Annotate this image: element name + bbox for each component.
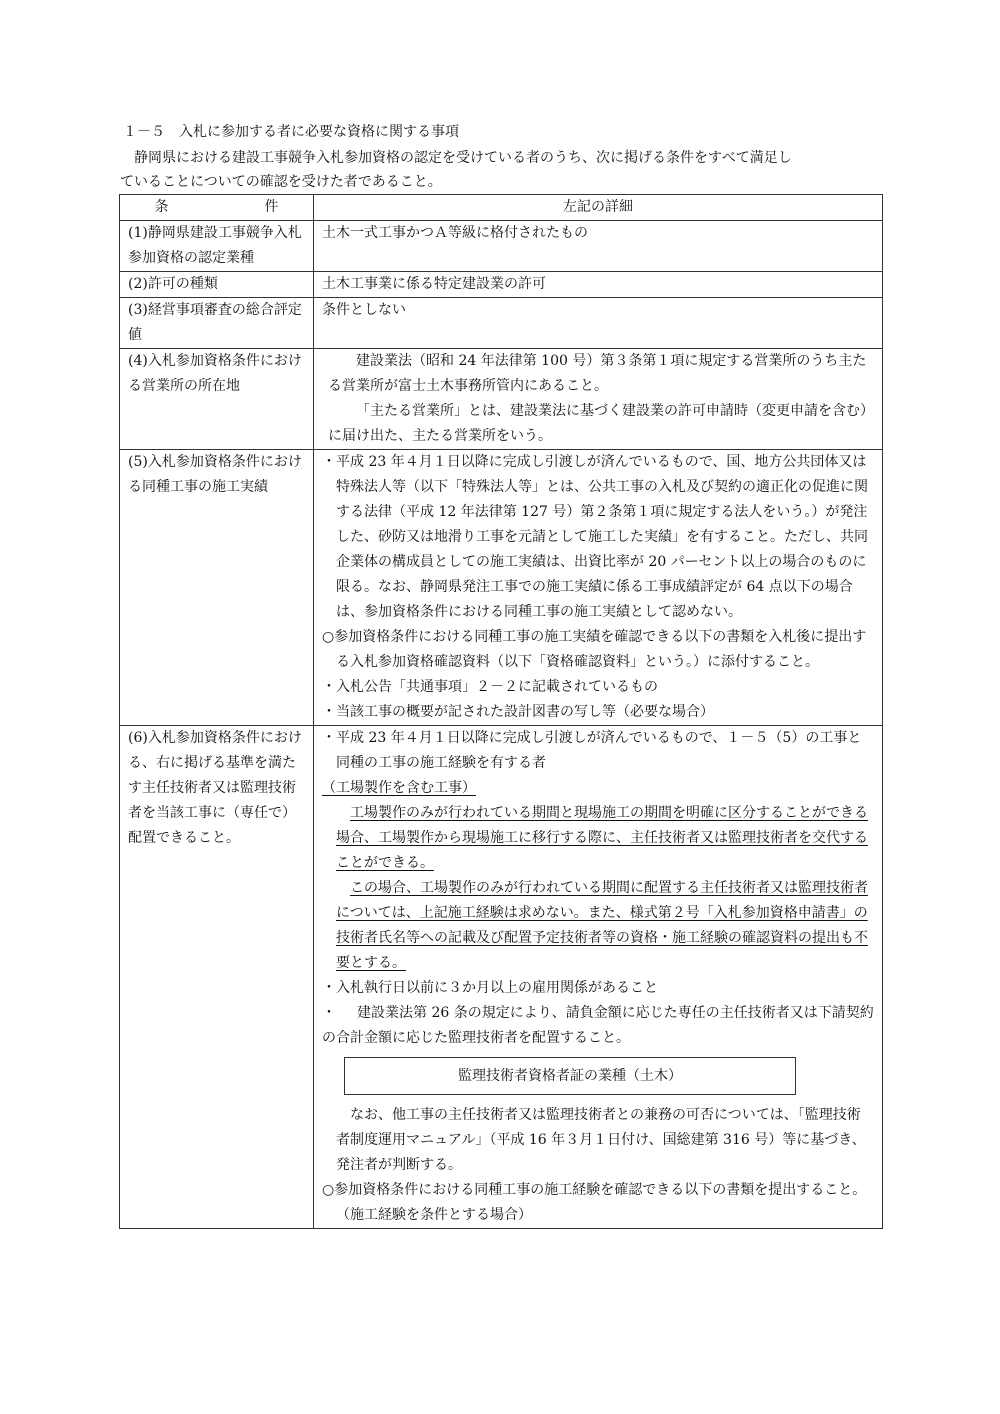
header-condition: 条 件 — [120, 195, 314, 221]
detail-paragraph: 建設業法（昭和 24 年法律第 100 号）第３条第１項に規定する営業所のうち主たる営業所が富士土木事務所管内にあること。 — [328, 353, 867, 394]
row-detail: 条件としない — [314, 298, 883, 349]
detail-paragraph: 「主たる営業所」とは、建設業法に基づく建設業の許可申請時（変更申請を含む）に届け出た、主たる営業所をいう。 — [328, 403, 874, 444]
detail-paragraph: ○参加資格条件における同種工事の施工経験を確認できる以下の書類を提出すること。（施工経験を条件とする場合） — [322, 1182, 867, 1223]
row-detail — [314, 726, 883, 1229]
row-label: (6)入札参加資格条件における、右に掲げる基準を満たす主任技術者又は監理技術者を当該工事に（専任で）配置できること。 — [120, 726, 314, 1229]
factory-paragraph: 工場製作のみが行われている期間と現場施工の期間を明確に区分することができる場合、工場製作から現場施工に移行する際に、主任技術者又は監理技術者を交代することができる。 — [336, 805, 868, 871]
factory-heading: （工場製作を含む工事） — [322, 780, 476, 796]
header-detail: 左記の詳細 — [314, 195, 883, 221]
row-detail: 土木一式工事かつＡ等級に格付されたもの — [314, 221, 883, 272]
row-label: (5)入札参加資格条件における同種工事の施工実績 — [120, 450, 314, 726]
table-row — [120, 349, 883, 450]
row-label: (2)許可の種類 — [120, 272, 314, 298]
detail-paragraph: ・入札執行日以前に３か月以上の雇用関係があること — [322, 980, 658, 996]
detail-paragraph: ・平成 23 年４月１日以降に完成し引渡しが済んでいるもので、１－５（5）の工事と同種の工事の施工経験を有する者 — [322, 730, 862, 771]
intro-line: 静岡県における建設工事競争入札参加資格の認定を受けている者のうち、次に掲げる条件をすべて満足し — [134, 150, 792, 166]
table-row — [120, 726, 883, 1229]
row-label: (1)静岡県建設工事競争入札参加資格の認定業種 — [120, 221, 314, 272]
table-header-row — [120, 195, 883, 221]
table-row — [120, 272, 883, 298]
detail-paragraph: なお、他工事の主任技術者又は監理技術者との兼務の可否については、「監理技術者制度運用マニュアル」（平成 16 年３月１日付け、国総建第 316 号）等に基づき、発注者が判断する。 — [336, 1107, 866, 1173]
row-label: (4)入札参加資格条件における営業所の所在地 — [120, 349, 314, 450]
row-detail — [314, 450, 883, 726]
intro-line: ていることについての確認を受けた者であること。 — [120, 174, 442, 190]
detail-paragraph: ・平成 23 年４月１日以降に完成し引渡しが済んでいるもので、国、地方公共団体又は特殊法人等（以下「特殊法人等」とは、公共工事の入札及び契約の適正化の促進に関する法律（平成 12 年法律第 127 号）第２条第１項に規定する法人をいう。）が発注した、砂防又は地滑り工事を元請として施工した実績」を有すること。ただし、共同企業体の構成員としての施工実績は、出資比率が 20 パーセント以上の場合のものに限る。なお、静岡県発注工事での施工実績に係る工事成績評定が 64 点以下の場合は、参加資格条件における同種工事の施工実績として認めない。 — [322, 454, 868, 620]
factory-paragraph: この場合、工場製作のみが行われている期間に配置する主任技術者又は監理技術者については、上記施工経験は求めない。また、様式第２号「入札参加資格申請書」の技術者氏名等への記載及び配置予定技術者等の資格・施工経験の確認資料の提出も不要とする。 — [336, 880, 868, 971]
detail-paragraph: ・入札公告「共通事項」２－２に記載されているもの — [322, 679, 658, 695]
row-detail — [314, 349, 883, 450]
intro-text — [120, 146, 882, 194]
detail-paragraph: ・ 建設業法第 26 条の規定により、請負金額に応じた専任の主任技術者又は下請契約の合計金額に応じた監理技術者を配置すること。 — [322, 1005, 874, 1046]
row-detail: 土木工事業に係る特定建設業の許可 — [314, 272, 883, 298]
row-label: (3)経営事項審査の総合評定値 — [120, 298, 314, 349]
detail-paragraph: ○参加資格条件における同種工事の施工実績を確認できる以下の書類を入札後に提出する入札参加資格確認資料（以下「資格確認資料」という。）に添付すること。 — [322, 629, 867, 670]
conditions-table — [119, 194, 883, 1229]
section-title: １－５ 入札に参加する者に必要な資格に関する事項 — [123, 124, 459, 140]
table-row — [120, 221, 883, 272]
table-row — [120, 450, 883, 726]
detail-paragraph: ・当該工事の概要が記された設計図書の写し等（必要な場合） — [322, 704, 714, 720]
qualification-box: 監理技術者資格者証の業種（土木） — [344, 1057, 796, 1095]
table-row — [120, 298, 883, 349]
